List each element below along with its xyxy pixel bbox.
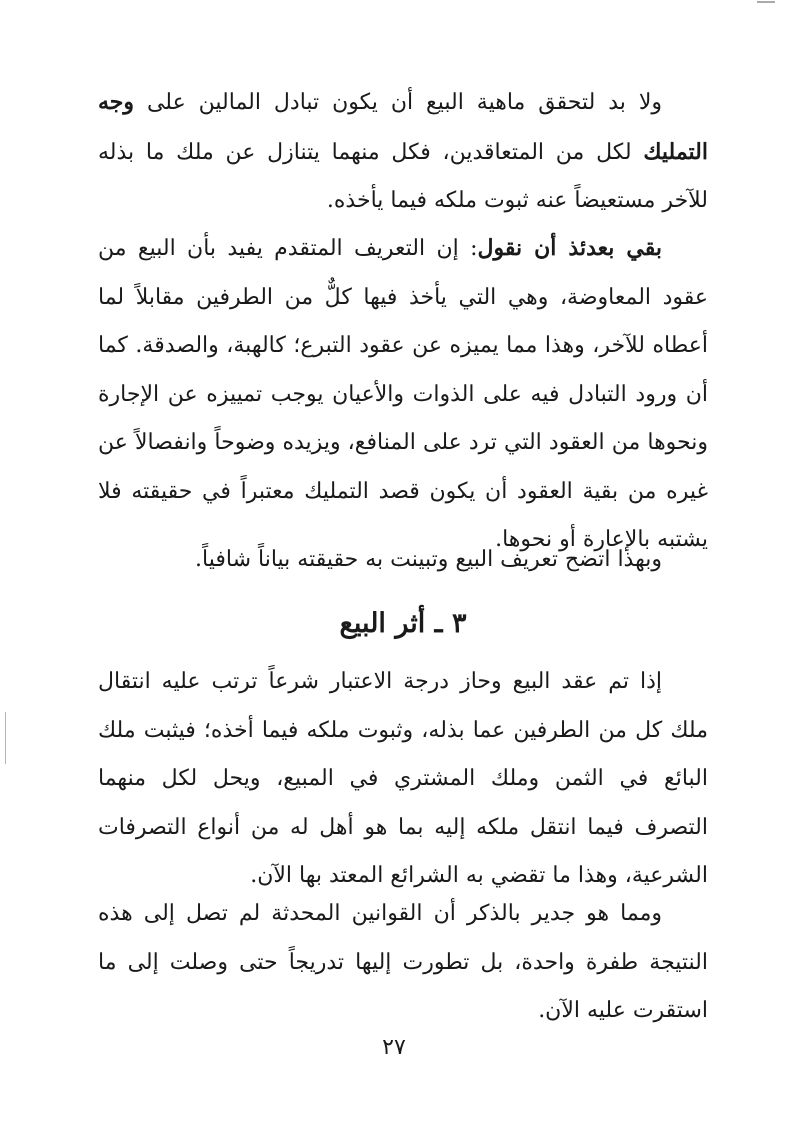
corner-mark [756,0,776,4]
margin-rule [5,712,6,764]
page-number: ٢٧ [382,1035,406,1060]
paragraph-1 [98,78,708,226]
paragraph-4-text: إذا تم عقد البيع وحاز درجة الاعتبار شرعاً ترتب عليه انتقال ملك كل من الطرفين عما بذله، وثبوت ملكه فيما أخذه؛ فيثبت ملك البائع في الثمن وملك المشتري في المبيع، ويحل لكل منهما التصرف فيما انتقل ملكه إليه بما هو أهل له من أنواع التصرفات الشرعية، وهذا ما تقضي به الشرائع المعتد بها الآن. [98,669,708,888]
paragraph-4 [98,658,708,901]
section-heading: ٣ ـ أثر البيع [339,608,467,639]
paragraph-2 [98,224,708,565]
paragraph-3 [98,536,708,585]
paragraph-1-bold-term: وجه التمليك [98,89,708,165]
paragraph-5-text: ومما هو جدير بالذكر أن القوانين المحدثة لم تصل إلى هذه النتيجة طفرة واحدة، بل تطورت إليها تدريجاً حتى وصلت إلى ما استقرت عليه الآن. [98,901,708,1023]
paragraph-3-text: وبهذا اتضح تعريف البيع وتبينت به حقيقته بياناً شافياً. [195,547,662,572]
paragraph-1-text-a: ولا بد لتحقق ماهية البيع أن يكون تبادل المالين على [134,90,662,115]
paragraph-1-text-b: لكل من المتعاقدين، فكل منهما يتنازل عن ملك ما بذله للآخر مستعيضاً عنه ثبوت ملكه فيما يأخذه. [98,139,708,213]
paragraph-2-bold-lead: بقي بعدئذ أن نقول [477,235,662,261]
paragraph-5 [98,890,708,1036]
paragraph-2-text: : إن التعريف المتقدم يفيد بأن البيع من عقود المعاوضة، وهي التي يأخذ فيها كلٌّ من الطرفين مقابلاً لما أعطاه للآخر، وهذا مما يميزه عن عقود التبرع؛ كالهبة، والصدقة. كما أن ورود التبادل فيه على الذوات والأعيان يوجب تمييزه عن الإجارة ونحوها من العقود التي ترد على المنافع، ويزيده وضوحاً وانفصالاً عن غيره من بقية العقود أن يكون قصد التمليك معتبراً في حقيقته فلا يشتبه بالإعارة أو نحوها. [98,236,708,552]
